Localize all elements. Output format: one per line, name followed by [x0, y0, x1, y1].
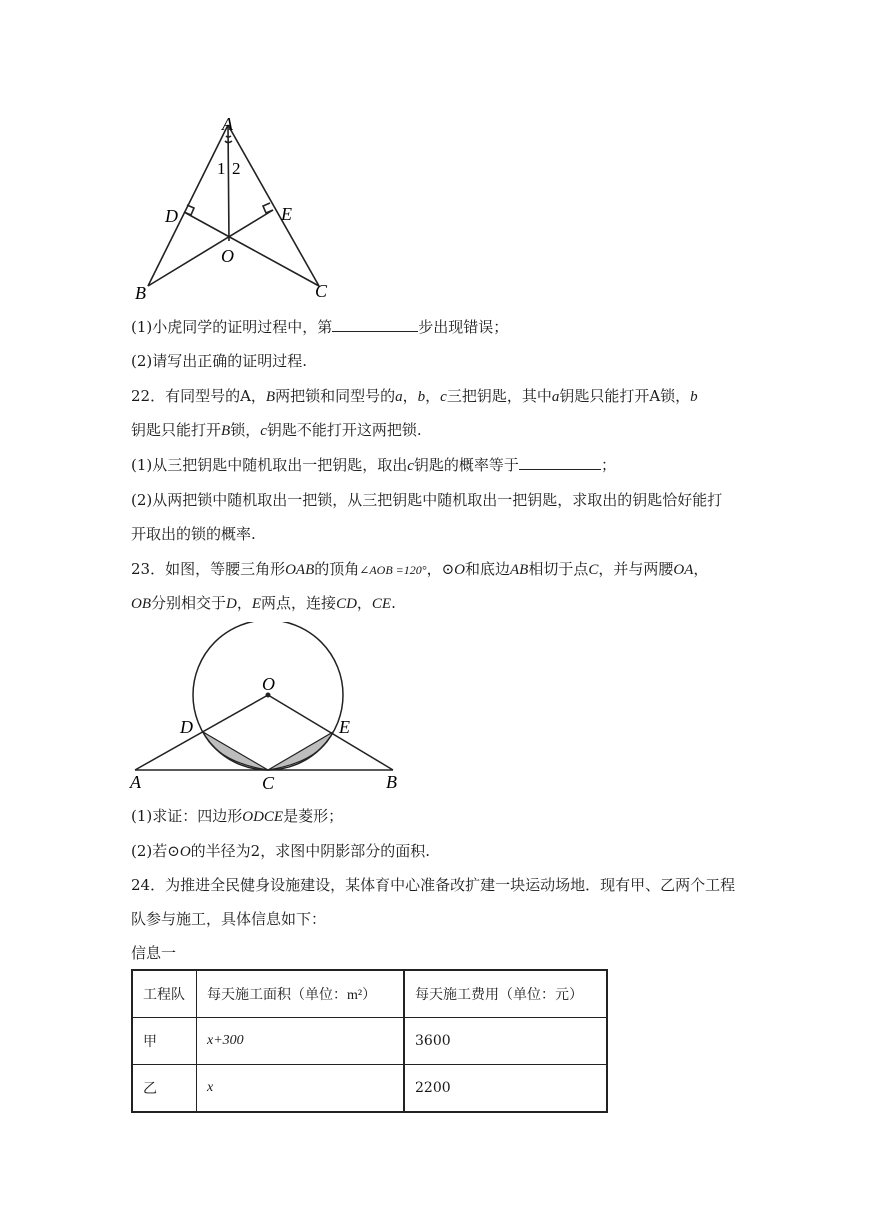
- info-table: [131, 969, 608, 1113]
- header-area: 每天施工面积（单位：m²）: [197, 970, 405, 1018]
- q23-line1: 23．如图，等腰三角形OAB的顶角∠AOB =120°，⊙O和底边AB相切于点C，并与两腰OA，: [131, 560, 709, 578]
- table-row: [132, 1065, 607, 1113]
- q23-line2: OB分别相交于D，E两点，连接CD，CE.: [131, 594, 396, 612]
- label-angle2: 2: [232, 159, 241, 178]
- triangle-figure: [125, 108, 345, 308]
- q22-part2-line2: 开取出的锁的概率.: [131, 525, 256, 543]
- q22-line2: 钥匙只能打开B锁，c钥匙不能打开这两把锁.: [131, 421, 422, 439]
- label-C: C: [315, 281, 328, 301]
- answer-blank[interactable]: [332, 317, 418, 332]
- label-B: B: [135, 283, 146, 303]
- info-label: 信息一: [131, 944, 177, 962]
- table-header-row: [132, 970, 607, 1018]
- cell-team: 甲: [132, 1018, 197, 1065]
- label-O: O: [262, 674, 275, 694]
- label-D: D: [165, 206, 178, 226]
- label-C: C: [262, 773, 275, 793]
- label-D: D: [180, 717, 193, 737]
- label-E: E: [339, 717, 350, 737]
- q24-line1: 24．为推进全民健身设施建设，某体育中心准备改扩建一块运动场地．现有甲、乙两个工程: [131, 876, 736, 894]
- circle-figure: [125, 622, 415, 797]
- q23-part1: (1)求证：四边形ODCE是菱形；: [131, 807, 344, 825]
- label-angle1: 1: [217, 159, 226, 178]
- cell-cost: 2200: [404, 1065, 607, 1113]
- table-row: [132, 1018, 607, 1065]
- q21-part1: (1)小虎同学的证明过程中，第 步出现错误；: [131, 318, 509, 336]
- label-A: A: [130, 772, 141, 792]
- label-O: O: [221, 246, 234, 266]
- q22-line1: 22．有同型号的A，B两把锁和同型号的a，b，c三把钥匙，其中a钥匙只能打开A锁，b: [131, 387, 698, 405]
- header-team: 工程队: [132, 970, 197, 1018]
- header-cost: 每天施工费用（单位：元）: [404, 970, 607, 1018]
- cell-area: x+300: [197, 1018, 405, 1065]
- q21-part2: (2)请写出正确的证明过程.: [131, 352, 308, 370]
- q22-part1: (1)从三把钥匙中随机取出一把钥匙，取出c钥匙的概率等于 ；: [131, 456, 616, 474]
- answer-blank[interactable]: [519, 455, 601, 470]
- cell-area: x: [197, 1065, 405, 1113]
- label-E: E: [281, 204, 292, 224]
- q22-part2-line1: (2)从两把锁中随机取出一把锁，从三把钥匙中随机取出一把钥匙，求取出的钥匙恰好能打: [131, 491, 723, 509]
- label-B: B: [386, 772, 397, 792]
- label-A: A: [222, 114, 233, 134]
- q24-line2: 队参与施工，具体信息如下：: [131, 910, 327, 928]
- q23-part2: (2)若⊙O的半径为2，求图中阴影部分的面积.: [131, 842, 430, 860]
- cell-cost: 3600: [404, 1018, 607, 1065]
- cell-team: 乙: [132, 1065, 197, 1113]
